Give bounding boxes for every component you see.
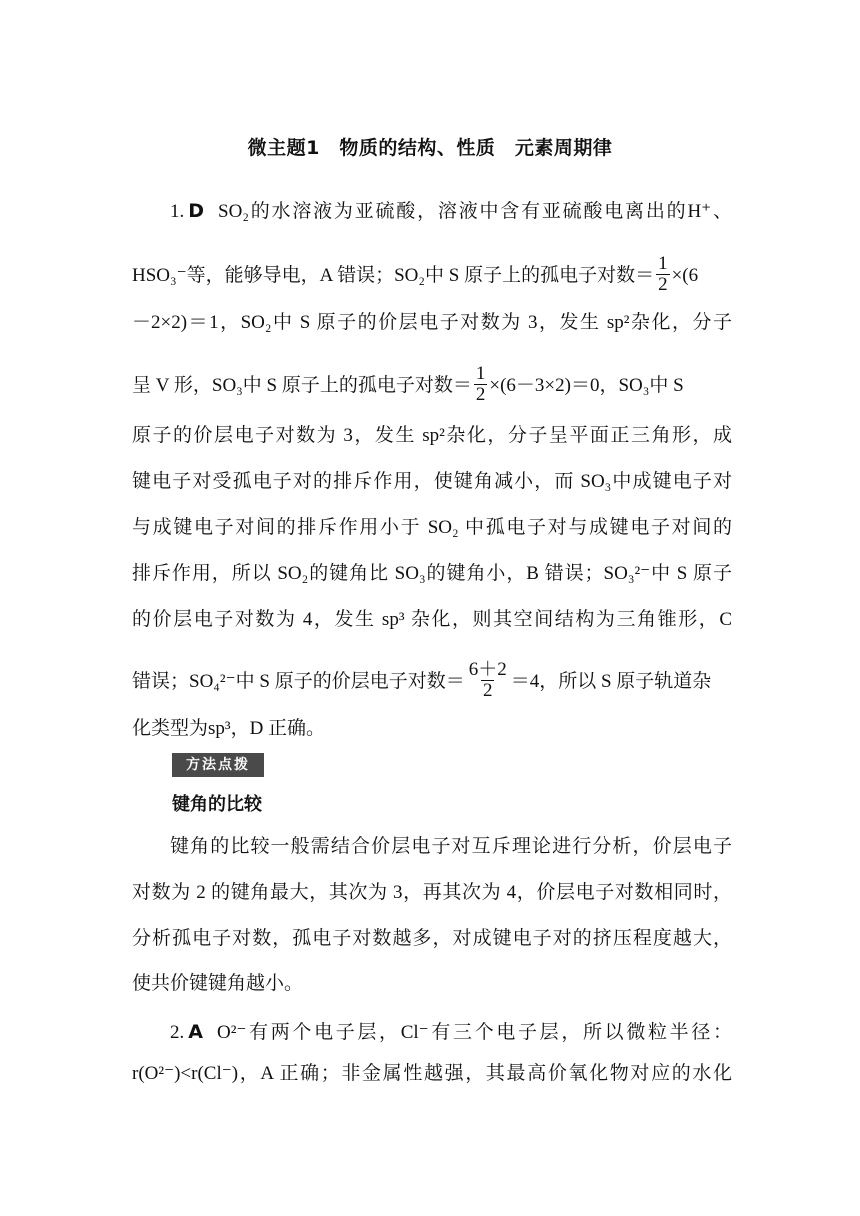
q1-text-1: SO₂的水溶液为亚硫酸，溶液中含有亚硫酸电离出的H⁺、: [218, 201, 732, 222]
q1-line-4: [132, 363, 732, 405]
q1-line-5: 原子的价层电子对数为 3，发生 sp²杂化，分子呈平面正三角形，成: [132, 425, 732, 446]
q1-line-9: 的价层电子对数为 4，发生 sp³ 杂化，则其空间结构为三角锥形，C: [132, 609, 732, 630]
fraction-denominator: 2: [482, 680, 493, 701]
tip-line-3: 分析孤电子对数，孤电子对数越多，对成键电子对的挤压程度越大，: [132, 928, 732, 949]
q1-line-1: [132, 198, 732, 224]
fraction-six-plus-two: [467, 660, 509, 701]
page-title: 微主题1 物质的结构、性质 元素周期律: [247, 137, 613, 159]
q1-line-7: 与成键电子对间的排斥作用小于 SO₂ 中孤电子对与成键电子对间的: [132, 517, 732, 538]
q1-line-3: －2×2)＝1，SO₂中 S 原子的价层电子对数为 3，发生 sp²杂化，分子: [132, 312, 732, 333]
fraction-half-2: [474, 364, 488, 405]
q2-text-1: O²⁻有两个电子层，Cl⁻有三个电子层，所以微粒半径：: [216, 1022, 732, 1043]
q1-line-11: 化类型为sp³，D 正确。: [132, 718, 326, 739]
q2-line-2: r(O²⁻)<r(Cl⁻)，A 正确；非金属性越强，其最高价氧化物对应的水化: [132, 1063, 732, 1084]
q2-line-1: [132, 1019, 732, 1045]
q1-text-10b: ＝4，所以 S 原子轨道杂: [510, 670, 712, 692]
q2-answer: A: [188, 1021, 203, 1043]
q1-number: 1.: [170, 201, 185, 222]
fraction-numerator: 6＋2: [468, 659, 507, 680]
tip-line-2: 对数为 2 的键角最大，其次为 3，再其次为 4，价层电子对数相同时，: [132, 882, 732, 903]
fraction-denominator: 2: [658, 274, 668, 295]
tip-heading: 键角的比较: [172, 794, 262, 815]
q1-text-10a: 错误；SO₄²⁻中 S 原子的价层电子对数＝: [132, 670, 465, 692]
tip-line-1: 键角的比较一般需结合价层电子对互斥理论进行分析，价层电子: [170, 836, 732, 857]
q1-line-2: [132, 253, 732, 295]
q1-line-8: 排斥作用，所以 SO₂的键角比 SO₃的键角小，B 错误；SO₃²⁻中 S 原子: [132, 563, 732, 584]
fraction-denominator: 2: [475, 384, 486, 405]
fraction-numerator: 1: [475, 363, 486, 384]
fraction-numerator: 1: [658, 253, 668, 274]
q1-line-6: 键电子对受孤电子对的排斥作用，使键角减小，而 SO₃中成键电子对: [132, 471, 732, 492]
q1-line-10: [132, 659, 732, 701]
q1-text-4b: ×(6－3×2)＝0，SO₃中 S: [489, 374, 684, 396]
fraction-half-1: [656, 254, 670, 295]
q2-number: 2.: [170, 1022, 185, 1043]
q1-answer: D: [188, 200, 205, 222]
q1-text-2b: ×(6: [671, 264, 699, 286]
method-tip-badge: 方法点拨: [172, 753, 264, 777]
q1-text-2a: HSO₃⁻等，能够导电，A 错误；SO₂中 S 原子上的孤电子对数＝: [132, 264, 655, 286]
q1-text-4a: 呈 V 形，SO₃中 S 原子上的孤电子对数＝: [132, 374, 472, 396]
tip-line-4: 使共价键键角越小。: [132, 973, 304, 994]
